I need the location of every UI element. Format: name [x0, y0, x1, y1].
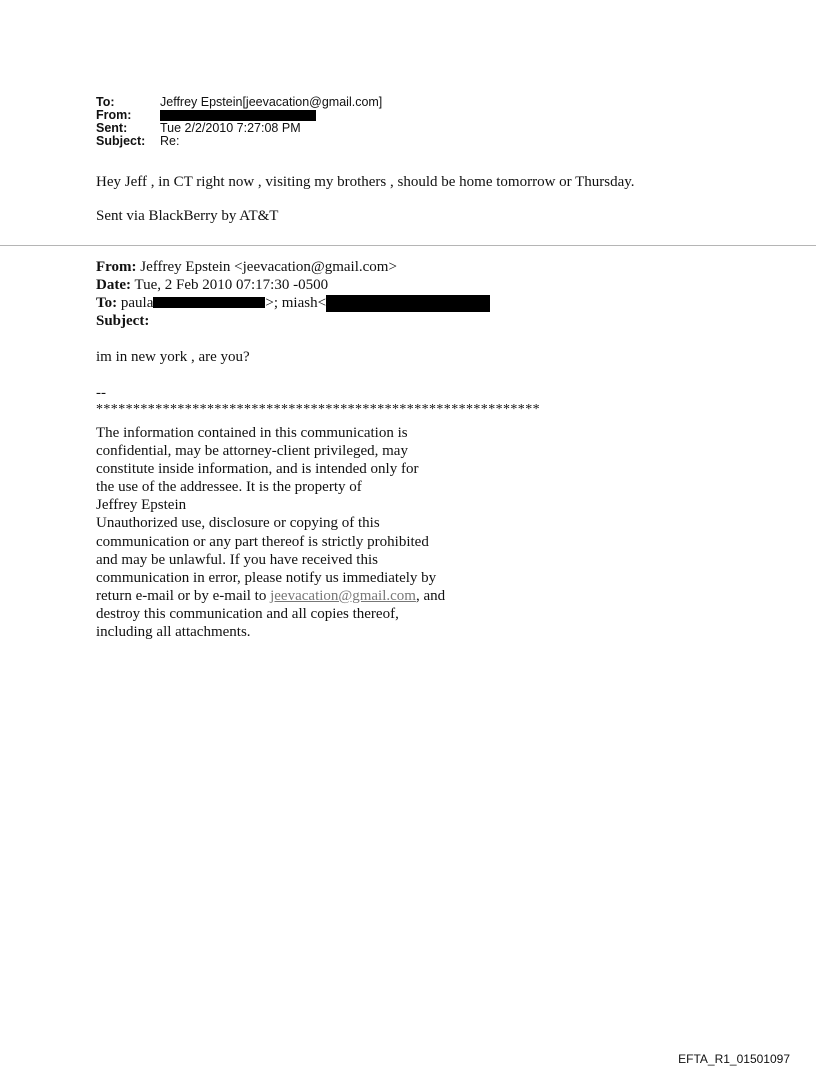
disclaimer-line-with-link — [96, 587, 445, 605]
quoted-message: im in new york , are you? — [96, 349, 250, 365]
to-redaction-1 — [153, 297, 265, 308]
subject-value: Re: — [160, 134, 180, 148]
quoted-from-row — [96, 258, 490, 276]
email-header — [96, 96, 382, 148]
from-label: From: — [96, 108, 132, 122]
disclaimer-line: and may be unlawful. If you have received this — [96, 551, 378, 568]
disclaimer-line-prefix: return e-mail or by e-mail to — [96, 587, 271, 604]
disclaimer-line: The information contained in this communication is — [96, 425, 408, 441]
quoted-subject-row — [96, 312, 490, 330]
quoted-subject-label: Subject: — [96, 313, 150, 330]
header-subject-row — [96, 135, 382, 148]
quoted-header — [96, 258, 490, 330]
document-id: EFTA_R1_01501097 — [678, 1052, 790, 1066]
disclaimer-line-suffix: , and — [415, 587, 446, 604]
quoted-date-label: Date: — [96, 277, 131, 293]
email-link[interactable]: jeevacation@gmail.com — [270, 587, 416, 604]
disclaimer-line: the use of the addressee. It is the property of — [96, 479, 362, 496]
quoted-to-row — [96, 294, 490, 312]
disclaimer-line: communication in error, please notify us immediately by — [96, 569, 437, 586]
reply-body: Hey Jeff , in CT right now , visiting my brothers , should be home tomorrow or Thursday. — [96, 174, 635, 190]
quoted-to-prefix: paula — [120, 295, 154, 311]
from-redaction — [160, 110, 316, 121]
signature-separator: -- — [96, 385, 106, 401]
quoted-from-label: From: — [96, 259, 137, 275]
divider-line — [0, 245, 816, 246]
disclaimer-line: confidential, may be attorney-client privileged, may — [96, 443, 408, 460]
sent-value: Tue 2/2/2010 7:27:08 PM — [160, 121, 301, 135]
disclaimer-line: constitute inside information, and is intended only for — [96, 461, 419, 478]
to-redaction-2 — [326, 295, 490, 312]
stars-line: ************************************************************ — [96, 402, 540, 417]
disclaimer-line: Jeffrey Epstein — [96, 497, 187, 514]
sent-label: Sent: — [96, 121, 128, 135]
subject-label: Subject: — [96, 134, 146, 148]
quoted-to-label: To: — [96, 295, 118, 311]
header-to-row — [96, 96, 382, 109]
to-label: To: — [96, 95, 115, 109]
quoted-from-value: Jeffrey Epstein <jeevacation@gmail.com> — [140, 259, 397, 275]
disclaimer-line: including all attachments. — [96, 624, 251, 641]
quoted-to-middle: >; miash< — [265, 295, 327, 311]
quoted-date-value: Tue, 2 Feb 2010 07:17:30 -0500 — [134, 277, 329, 293]
disclaimer-line: destroy this communication and all copies thereof, — [96, 605, 399, 622]
quoted-date-row — [96, 276, 490, 294]
disclaimer — [96, 424, 445, 641]
disclaimer-line: Unauthorized use, disclosure or copying of this — [96, 515, 380, 532]
disclaimer-line: communication or any part thereof is strictly prohibited — [96, 533, 429, 550]
to-value: Jeffrey Epstein[jeevacation@gmail.com] — [160, 95, 383, 109]
reply-signature: Sent via BlackBerry by AT&T — [96, 208, 279, 224]
